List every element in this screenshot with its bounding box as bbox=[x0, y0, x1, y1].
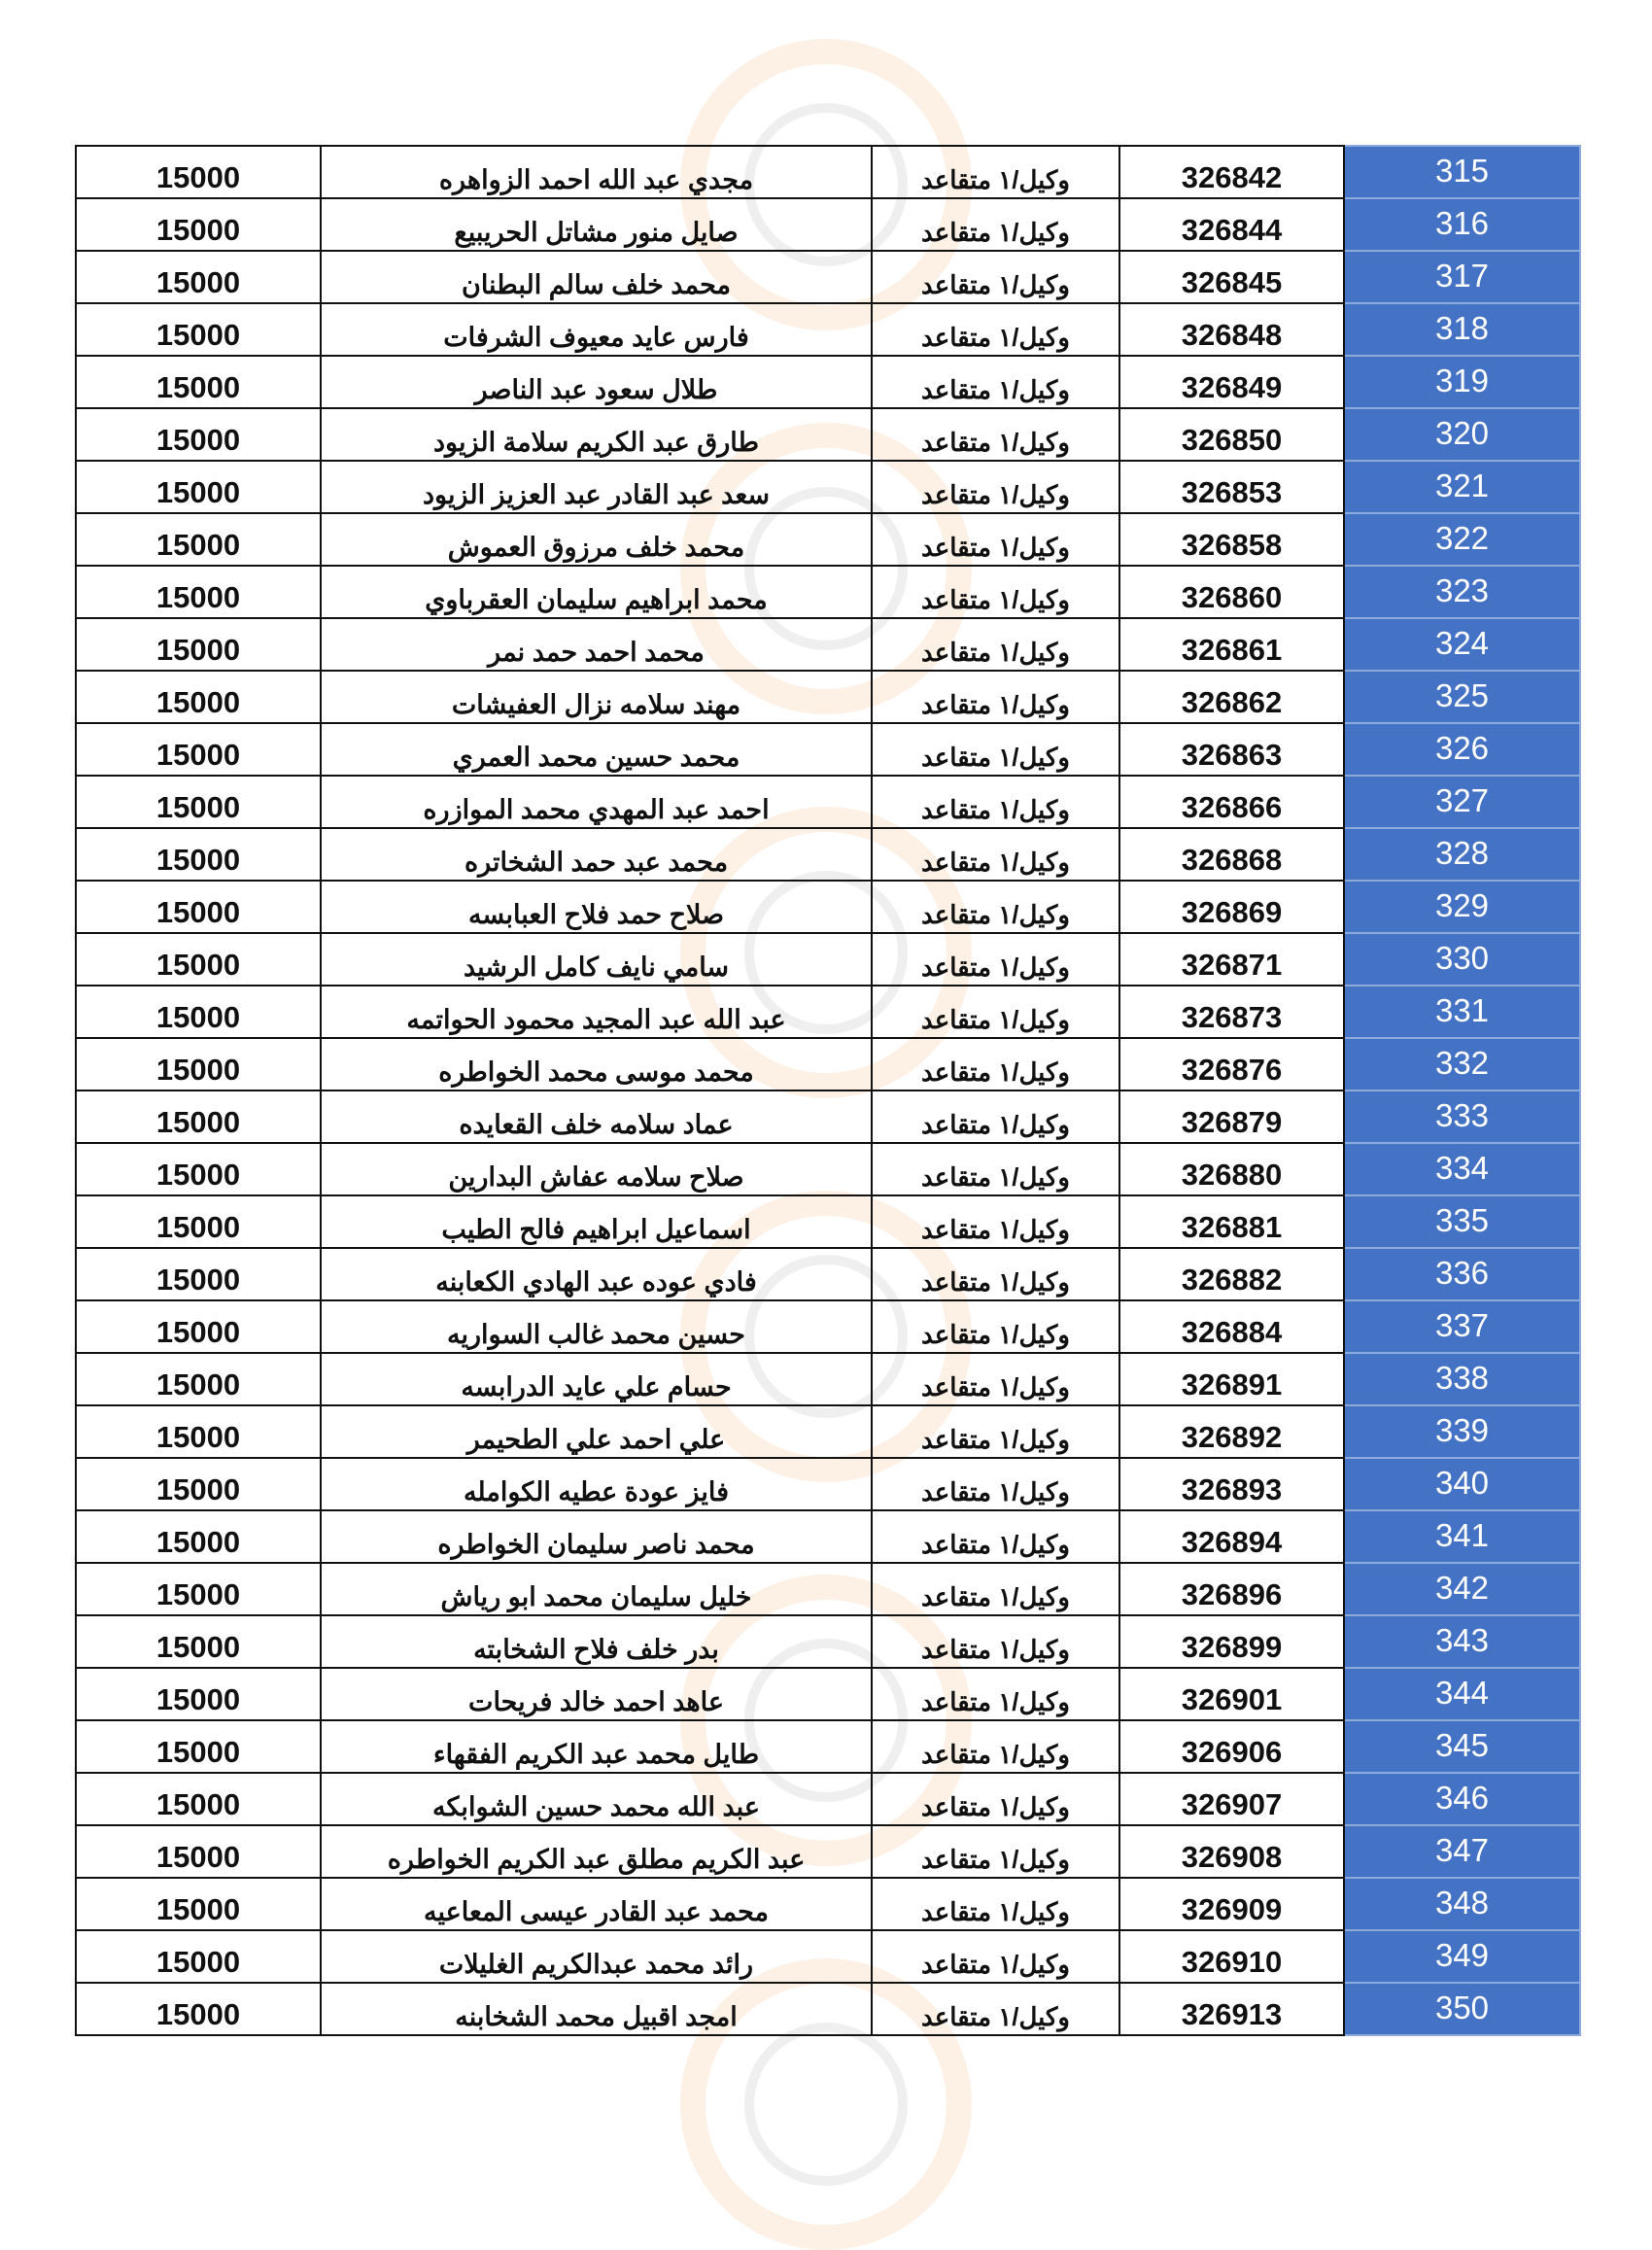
amount-cell: 15000 bbox=[76, 251, 321, 303]
amount-cell: 15000 bbox=[76, 356, 321, 408]
row-index-cell: 326 bbox=[1344, 723, 1580, 776]
amount-cell: 15000 bbox=[76, 408, 321, 461]
table-row bbox=[76, 198, 1580, 251]
table-row bbox=[76, 513, 1580, 566]
row-index-cell: 350 bbox=[1344, 1983, 1580, 2035]
amount-cell: 15000 bbox=[76, 1458, 321, 1510]
amount-cell: 15000 bbox=[76, 881, 321, 933]
military-number-cell: 326860 bbox=[1119, 566, 1344, 618]
amount-cell: 15000 bbox=[76, 933, 321, 986]
name-cell: امجد اقبيل محمد الشخابنه bbox=[321, 1983, 872, 2035]
amount-cell: 15000 bbox=[76, 1195, 321, 1248]
rank-cell: وكيل/١ متقاعد bbox=[872, 566, 1119, 618]
row-index-cell: 344 bbox=[1344, 1668, 1580, 1720]
military-number-cell: 326844 bbox=[1119, 198, 1344, 251]
military-number-cell: 326861 bbox=[1119, 618, 1344, 671]
name-cell: صلاح سلامه عفاش البدارين bbox=[321, 1143, 872, 1195]
name-cell: مهند سلامه نزال العفيشات bbox=[321, 671, 872, 723]
military-number-cell: 326873 bbox=[1119, 986, 1344, 1038]
table-row bbox=[76, 933, 1580, 986]
military-number-cell: 326863 bbox=[1119, 723, 1344, 776]
amount-cell: 15000 bbox=[76, 198, 321, 251]
table-row bbox=[76, 1878, 1580, 1930]
name-cell: محمد ابراهيم سليمان العقرباوي bbox=[321, 566, 872, 618]
amount-cell: 15000 bbox=[76, 1773, 321, 1825]
table-row bbox=[76, 566, 1580, 618]
table-row bbox=[76, 356, 1580, 408]
military-number-cell: 326880 bbox=[1119, 1143, 1344, 1195]
table-row bbox=[76, 1720, 1580, 1773]
table-row bbox=[76, 1615, 1580, 1668]
row-index-cell: 318 bbox=[1344, 303, 1580, 356]
name-cell: صايل منور مشاتل الحريبيع bbox=[321, 198, 872, 251]
military-number-cell: 326884 bbox=[1119, 1300, 1344, 1353]
amount-cell: 15000 bbox=[76, 1143, 321, 1195]
rank-cell: وكيل/١ متقاعد bbox=[872, 408, 1119, 461]
military-number-cell: 326858 bbox=[1119, 513, 1344, 566]
military-number-cell: 326881 bbox=[1119, 1195, 1344, 1248]
rank-cell: وكيل/١ متقاعد bbox=[872, 1668, 1119, 1720]
rank-cell: وكيل/١ متقاعد bbox=[872, 1248, 1119, 1300]
amount-cell: 15000 bbox=[76, 303, 321, 356]
rank-cell: وكيل/١ متقاعد bbox=[872, 1615, 1119, 1668]
amount-cell: 15000 bbox=[76, 1510, 321, 1563]
military-number-cell: 326871 bbox=[1119, 933, 1344, 986]
military-number-cell: 326848 bbox=[1119, 303, 1344, 356]
amount-cell: 15000 bbox=[76, 1405, 321, 1458]
military-number-cell: 326901 bbox=[1119, 1668, 1344, 1720]
rank-cell: وكيل/١ متقاعد bbox=[872, 828, 1119, 881]
rank-cell: وكيل/١ متقاعد bbox=[872, 1090, 1119, 1143]
name-cell: عبد الله عبد المجيد محمود الحواتمه bbox=[321, 986, 872, 1038]
rank-cell: وكيل/١ متقاعد bbox=[872, 1300, 1119, 1353]
name-cell: بدر خلف فلاح الشخابته bbox=[321, 1615, 872, 1668]
military-number-cell: 326908 bbox=[1119, 1825, 1344, 1878]
rank-cell: وكيل/١ متقاعد bbox=[872, 251, 1119, 303]
amount-cell: 15000 bbox=[76, 1930, 321, 1983]
military-number-cell: 326893 bbox=[1119, 1458, 1344, 1510]
row-index-cell: 342 bbox=[1344, 1563, 1580, 1615]
table-row bbox=[76, 1510, 1580, 1563]
name-cell: محمد موسى محمد الخواطره bbox=[321, 1038, 872, 1090]
row-index-cell: 348 bbox=[1344, 1878, 1580, 1930]
rank-cell: وكيل/١ متقاعد bbox=[872, 1038, 1119, 1090]
military-number-cell: 326892 bbox=[1119, 1405, 1344, 1458]
row-index-cell: 327 bbox=[1344, 776, 1580, 828]
military-number-cell: 326849 bbox=[1119, 356, 1344, 408]
rank-cell: وكيل/١ متقاعد bbox=[872, 1353, 1119, 1405]
amount-cell: 15000 bbox=[76, 1090, 321, 1143]
rank-cell: وكيل/١ متقاعد bbox=[872, 198, 1119, 251]
name-cell: علي احمد علي الطحيمر bbox=[321, 1405, 872, 1458]
name-cell: عبد الكريم مطلق عبد الكريم الخواطره bbox=[321, 1825, 872, 1878]
row-index-cell: 320 bbox=[1344, 408, 1580, 461]
row-index-cell: 339 bbox=[1344, 1405, 1580, 1458]
rank-cell: وكيل/١ متقاعد bbox=[872, 1195, 1119, 1248]
row-index-cell: 319 bbox=[1344, 356, 1580, 408]
row-index-cell: 322 bbox=[1344, 513, 1580, 566]
row-index-cell: 334 bbox=[1344, 1143, 1580, 1195]
rank-cell: وكيل/١ متقاعد bbox=[872, 723, 1119, 776]
rank-cell: وكيل/١ متقاعد bbox=[872, 1143, 1119, 1195]
rank-cell: وكيل/١ متقاعد bbox=[872, 986, 1119, 1038]
amount-cell: 15000 bbox=[76, 671, 321, 723]
table-body bbox=[76, 146, 1580, 2035]
name-cell: سامي نايف كامل الرشيد bbox=[321, 933, 872, 986]
military-number-cell: 326909 bbox=[1119, 1878, 1344, 1930]
table-row bbox=[76, 776, 1580, 828]
table-row bbox=[76, 1300, 1580, 1353]
military-number-cell: 326842 bbox=[1119, 146, 1344, 198]
table-row bbox=[76, 881, 1580, 933]
table-row bbox=[76, 1090, 1580, 1143]
military-number-cell: 326907 bbox=[1119, 1773, 1344, 1825]
military-number-cell: 326879 bbox=[1119, 1090, 1344, 1143]
military-number-cell: 326906 bbox=[1119, 1720, 1344, 1773]
table-row bbox=[76, 1668, 1580, 1720]
row-index-cell: 337 bbox=[1344, 1300, 1580, 1353]
rank-cell: وكيل/١ متقاعد bbox=[872, 671, 1119, 723]
amount-cell: 15000 bbox=[76, 723, 321, 776]
rank-cell: وكيل/١ متقاعد bbox=[872, 303, 1119, 356]
military-number-cell: 326868 bbox=[1119, 828, 1344, 881]
row-index-cell: 328 bbox=[1344, 828, 1580, 881]
military-number-cell: 326862 bbox=[1119, 671, 1344, 723]
amount-cell: 15000 bbox=[76, 1668, 321, 1720]
military-number-cell: 326869 bbox=[1119, 881, 1344, 933]
row-index-cell: 335 bbox=[1344, 1195, 1580, 1248]
table-row bbox=[76, 1248, 1580, 1300]
payments-table bbox=[75, 145, 1581, 2036]
row-index-cell: 316 bbox=[1344, 198, 1580, 251]
table-row bbox=[76, 1195, 1580, 1248]
amount-cell: 15000 bbox=[76, 1300, 321, 1353]
rank-cell: وكيل/١ متقاعد bbox=[872, 1720, 1119, 1773]
military-number-cell: 326882 bbox=[1119, 1248, 1344, 1300]
rank-cell: وكيل/١ متقاعد bbox=[872, 1825, 1119, 1878]
row-index-cell: 323 bbox=[1344, 566, 1580, 618]
military-number-cell: 326876 bbox=[1119, 1038, 1344, 1090]
rank-cell: وكيل/١ متقاعد bbox=[872, 1983, 1119, 2035]
name-cell: عماد سلامه خلف القعايده bbox=[321, 1090, 872, 1143]
row-index-cell: 347 bbox=[1344, 1825, 1580, 1878]
amount-cell: 15000 bbox=[76, 776, 321, 828]
name-cell: عاهد احمد خالد فريحات bbox=[321, 1668, 872, 1720]
rank-cell: وكيل/١ متقاعد bbox=[872, 1405, 1119, 1458]
table-row bbox=[76, 1773, 1580, 1825]
row-index-cell: 315 bbox=[1344, 146, 1580, 198]
amount-cell: 15000 bbox=[76, 828, 321, 881]
name-cell: فارس عايد معيوف الشرفات bbox=[321, 303, 872, 356]
amount-cell: 15000 bbox=[76, 1563, 321, 1615]
row-index-cell: 338 bbox=[1344, 1353, 1580, 1405]
table-row bbox=[76, 1405, 1580, 1458]
rank-cell: وكيل/١ متقاعد bbox=[872, 513, 1119, 566]
name-cell: عبد الله محمد حسين الشوابكه bbox=[321, 1773, 872, 1825]
name-cell: رائد محمد عبدالكريم الغليلات bbox=[321, 1930, 872, 1983]
name-cell: حسام علي عايد الدرابسه bbox=[321, 1353, 872, 1405]
name-cell: اسماعيل ابراهيم فالح الطيب bbox=[321, 1195, 872, 1248]
name-cell: احمد عبد المهدي محمد الموازره bbox=[321, 776, 872, 828]
rank-cell: وكيل/١ متقاعد bbox=[872, 1458, 1119, 1510]
military-number-cell: 326899 bbox=[1119, 1615, 1344, 1668]
rank-cell: وكيل/١ متقاعد bbox=[872, 776, 1119, 828]
name-cell: طايل محمد عبد الكريم الفقهاء bbox=[321, 1720, 872, 1773]
military-number-cell: 326853 bbox=[1119, 461, 1344, 513]
amount-cell: 15000 bbox=[76, 986, 321, 1038]
table-row bbox=[76, 1143, 1580, 1195]
table-row bbox=[76, 1458, 1580, 1510]
table-row bbox=[76, 251, 1580, 303]
table-row bbox=[76, 1563, 1580, 1615]
table-row bbox=[76, 986, 1580, 1038]
rank-cell: وكيل/١ متقاعد bbox=[872, 1510, 1119, 1563]
rank-cell: وكيل/١ متقاعد bbox=[872, 881, 1119, 933]
table-row bbox=[76, 1930, 1580, 1983]
row-index-cell: 349 bbox=[1344, 1930, 1580, 1983]
row-index-cell: 329 bbox=[1344, 881, 1580, 933]
rank-cell: وكيل/١ متقاعد bbox=[872, 618, 1119, 671]
row-index-cell: 336 bbox=[1344, 1248, 1580, 1300]
military-number-cell: 326845 bbox=[1119, 251, 1344, 303]
amount-cell: 15000 bbox=[76, 1248, 321, 1300]
rank-cell: وكيل/١ متقاعد bbox=[872, 1878, 1119, 1930]
rank-cell: وكيل/١ متقاعد bbox=[872, 933, 1119, 986]
name-cell: محمد خلف سالم البطنان bbox=[321, 251, 872, 303]
name-cell: محمد حسين محمد العمري bbox=[321, 723, 872, 776]
table-row bbox=[76, 1038, 1580, 1090]
table-row bbox=[76, 1825, 1580, 1878]
name-cell: خليل سليمان محمد ابو رياش bbox=[321, 1563, 872, 1615]
amount-cell: 15000 bbox=[76, 1615, 321, 1668]
name-cell: مجدي عبد الله احمد الزواهره bbox=[321, 146, 872, 198]
name-cell: محمد خلف مرزوق العموش bbox=[321, 513, 872, 566]
name-cell: صلاح حمد فلاح العبابسه bbox=[321, 881, 872, 933]
military-number-cell: 326866 bbox=[1119, 776, 1344, 828]
row-index-cell: 331 bbox=[1344, 986, 1580, 1038]
row-index-cell: 343 bbox=[1344, 1615, 1580, 1668]
military-number-cell: 326896 bbox=[1119, 1563, 1344, 1615]
name-cell: طلال سعود عبد الناصر bbox=[321, 356, 872, 408]
row-index-cell: 345 bbox=[1344, 1720, 1580, 1773]
amount-cell: 15000 bbox=[76, 513, 321, 566]
rank-cell: وكيل/١ متقاعد bbox=[872, 461, 1119, 513]
table-row bbox=[76, 671, 1580, 723]
name-cell: حسين محمد غالب السواريه bbox=[321, 1300, 872, 1353]
row-index-cell: 325 bbox=[1344, 671, 1580, 723]
row-index-cell: 324 bbox=[1344, 618, 1580, 671]
amount-cell: 15000 bbox=[76, 1983, 321, 2035]
amount-cell: 15000 bbox=[76, 566, 321, 618]
amount-cell: 15000 bbox=[76, 1825, 321, 1878]
row-index-cell: 346 bbox=[1344, 1773, 1580, 1825]
military-number-cell: 326850 bbox=[1119, 408, 1344, 461]
name-cell: محمد عبد القادر عيسى المعاعيه bbox=[321, 1878, 872, 1930]
amount-cell: 15000 bbox=[76, 461, 321, 513]
table-row bbox=[76, 1353, 1580, 1405]
rank-cell: وكيل/١ متقاعد bbox=[872, 1930, 1119, 1983]
table-row bbox=[76, 723, 1580, 776]
rank-cell: وكيل/١ متقاعد bbox=[872, 146, 1119, 198]
table-row bbox=[76, 618, 1580, 671]
table-row bbox=[76, 828, 1580, 881]
row-index-cell: 341 bbox=[1344, 1510, 1580, 1563]
amount-cell: 15000 bbox=[76, 146, 321, 198]
amount-cell: 15000 bbox=[76, 1720, 321, 1773]
name-cell: سعد عبد القادر عبد العزيز الزيود bbox=[321, 461, 872, 513]
row-index-cell: 317 bbox=[1344, 251, 1580, 303]
table-row bbox=[76, 408, 1580, 461]
row-index-cell: 332 bbox=[1344, 1038, 1580, 1090]
row-index-cell: 333 bbox=[1344, 1090, 1580, 1143]
military-number-cell: 326910 bbox=[1119, 1930, 1344, 1983]
military-number-cell: 326891 bbox=[1119, 1353, 1344, 1405]
amount-cell: 15000 bbox=[76, 618, 321, 671]
row-index-cell: 340 bbox=[1344, 1458, 1580, 1510]
name-cell: محمد ناصر سليمان الخواطره bbox=[321, 1510, 872, 1563]
table-row bbox=[76, 1983, 1580, 2035]
table-row bbox=[76, 303, 1580, 356]
row-index-cell: 330 bbox=[1344, 933, 1580, 986]
amount-cell: 15000 bbox=[76, 1353, 321, 1405]
rank-cell: وكيل/١ متقاعد bbox=[872, 1563, 1119, 1615]
name-cell: طارق عبد الكريم سلامة الزيود bbox=[321, 408, 872, 461]
table-row bbox=[76, 461, 1580, 513]
amount-cell: 15000 bbox=[76, 1878, 321, 1930]
row-index-cell: 321 bbox=[1344, 461, 1580, 513]
rank-cell: وكيل/١ متقاعد bbox=[872, 356, 1119, 408]
amount-cell: 15000 bbox=[76, 1038, 321, 1090]
rank-cell: وكيل/١ متقاعد bbox=[872, 1773, 1119, 1825]
name-cell: محمد احمد حمد نمر bbox=[321, 618, 872, 671]
name-cell: فادي عوده عبد الهادي الكعابنه bbox=[321, 1248, 872, 1300]
military-number-cell: 326894 bbox=[1119, 1510, 1344, 1563]
name-cell: فايز عودة عطيه الكوامله bbox=[321, 1458, 872, 1510]
table-row bbox=[76, 146, 1580, 198]
military-number-cell: 326913 bbox=[1119, 1983, 1344, 2035]
name-cell: محمد عبد حمد الشخاتره bbox=[321, 828, 872, 881]
